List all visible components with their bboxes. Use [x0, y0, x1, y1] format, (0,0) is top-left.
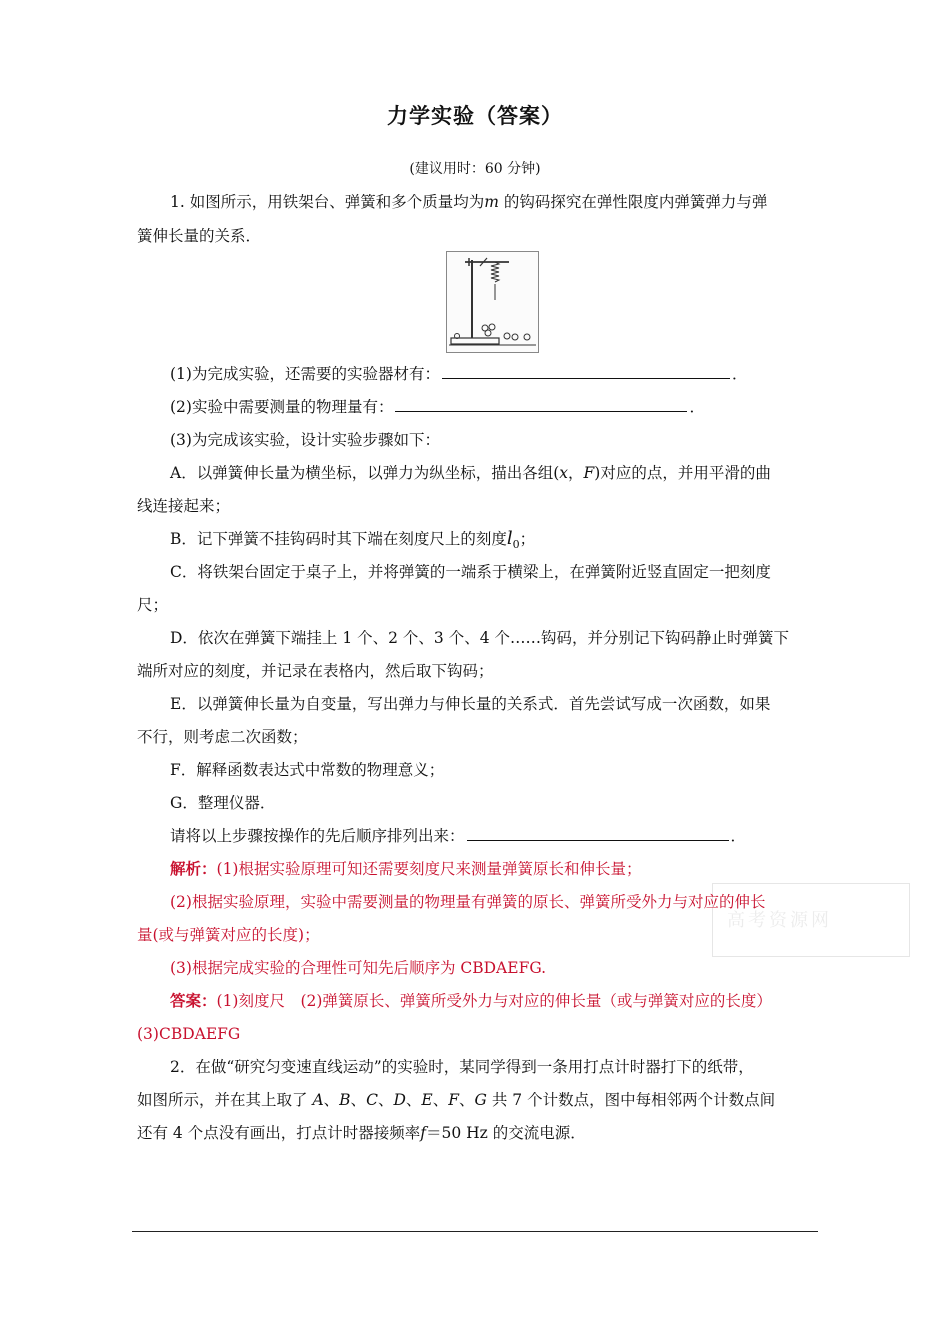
step-c-line2: 尺； — [137, 596, 169, 614]
answer-blank-3[interactable] — [467, 826, 729, 841]
iron-stand-spring-figure — [446, 251, 539, 353]
q1-stem-line1: 1. 如图所示，用铁架台、弹簧和多个质量均为m 的钩码探究在弹性限度内弹簧弹力与弹 — [170, 193, 768, 211]
step-d-line1: D．依次在弹簧下端挂上 1 个、2 个、3 个、4 个……钩码，并分别记下钩码静止时弹簧下 — [170, 629, 790, 647]
step-c-line1: C．将铁架台固定于桌子上，并将弹簧的一端系于横梁上，在弹簧附近竖直固定一把刻度 — [170, 563, 771, 581]
step-f: F．解释函数表达式中常数的物理意义； — [170, 761, 445, 779]
step-a-line1: A．以弹簧伸长量为横坐标，以弹力为纵坐标，描出各组(x，F)对应的点，并用平滑的曲 — [170, 464, 771, 482]
step-e-line1: E．以弹簧伸长量为自变量，写出弹力与伸长量的关系式．首先尝试写成一次函数，如果 — [170, 695, 771, 713]
answer-line1: 答案：(1)刻度尺 (2)弹簧原长、弹簧所受外力与对应的伸长量（或与弹簧对应的长度） — [170, 991, 772, 1010]
answer-blank-1[interactable] — [442, 364, 730, 379]
watermark: 高考资源网 — [712, 883, 910, 957]
q1-sub1: (1)为完成实验，还需要的实验器材有： ． — [170, 365, 748, 383]
answer-line2: (3)CBDAEFG — [137, 1025, 241, 1043]
q2-line1: 2．在做“研究匀变速直线运动”的实验时，某同学得到一条用打点计时器打下的纸带， — [170, 1058, 754, 1076]
answer-blank-2[interactable] — [395, 397, 687, 412]
analysis-line1: 解析：(1)根据实验原理可知还需要刻度尺来测量弹簧原长和伸长量； — [170, 859, 642, 878]
step-d-line2: 端所对应的刻度，并记录在表格内，然后取下钩码； — [137, 662, 494, 680]
spring-apparatus-icon — [447, 252, 538, 352]
order-prompt: 请将以上步骤按操作的先后顺序排列出来： ． — [170, 827, 747, 845]
analysis-line3: 量(或与弹簧对应的长度)； — [137, 926, 320, 944]
footer-divider — [132, 1231, 818, 1232]
q1-sub2: (2)实验中需要测量的物理量有： ． — [170, 398, 705, 416]
step-e-line2: 不行，则考虑二次函数； — [137, 728, 308, 746]
q2-line3: 还有 4 个点没有画出，打点计时器接频率f＝50 Hz 的交流电源． — [137, 1124, 586, 1142]
step-a-line2: 线连接起来； — [137, 497, 231, 515]
step-b: B．记下弹簧不挂钩码时其下端在刻度尺上的刻度$l_0$； — [170, 528, 536, 552]
analysis-line4: (3)根据完成实验的合理性可知先后顺序为 CBDAEFG. — [170, 959, 547, 977]
analysis-line2: (2)根据实验原理，实验中需要测量的物理量有弹簧的原长、弹簧所受外力与对应的伸长 — [170, 893, 766, 911]
page-title: 力学实验（答案） — [387, 103, 563, 128]
suggested-time: (建议用时：60 分钟) — [409, 161, 541, 177]
q2-line2: 如图所示，并在其上取了 A、B、C、D、E、F、G 共 7 个计数点，图中每相邻两个计数点间 — [137, 1091, 776, 1109]
q1-sub3: (3)为完成该实验，设计实验步骤如下： — [170, 431, 440, 449]
step-g: G．整理仪器． — [170, 794, 276, 812]
q1-stem-line2: 簧伸长量的关系． — [137, 227, 262, 245]
